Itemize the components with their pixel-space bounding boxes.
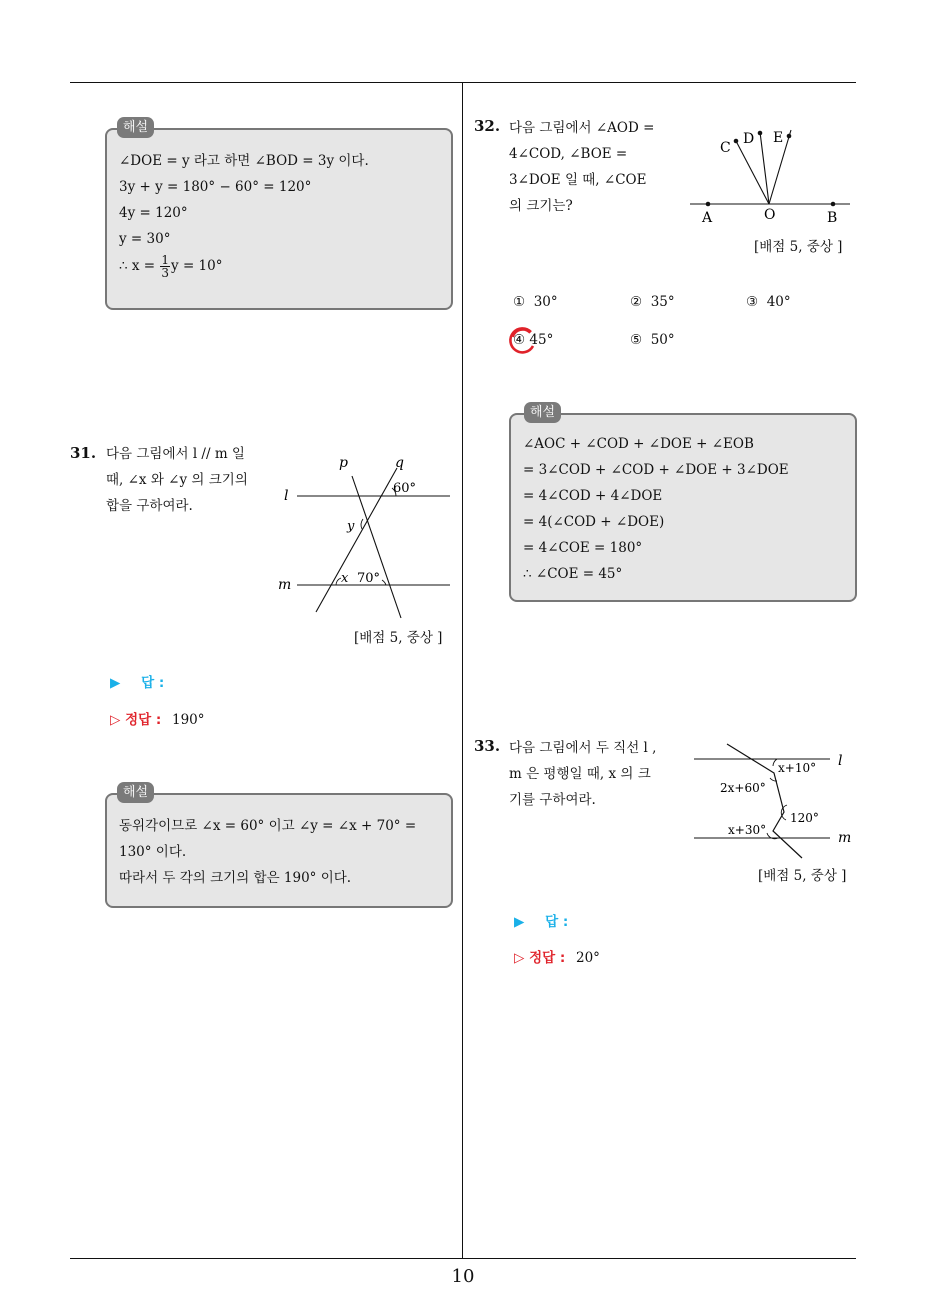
correct-label: 정답 : xyxy=(529,950,566,966)
fig-label-D: D xyxy=(743,131,755,147)
fraction: $\frac{1}{3}$ xyxy=(161,253,170,280)
play-outline-icon: ▷ xyxy=(110,712,121,728)
solution-line: 따라서 두 각의 크기의 합은 190° 이다. xyxy=(119,870,352,886)
choice-4[interactable]: ④ 45° xyxy=(513,332,554,348)
question-text-31: 다음 그림에서 l // m 일 때, ∠x 와 ∠y 의 크기의 합을 구하여라. xyxy=(106,446,248,514)
question-number-32: 32. xyxy=(474,117,501,135)
solution-box-30 xyxy=(105,128,453,310)
question-number-33: 33. xyxy=(474,737,501,755)
figure-33 xyxy=(690,738,860,860)
top-rule xyxy=(70,82,856,83)
fig-label-O: O xyxy=(764,207,776,223)
correct-row-33 xyxy=(514,946,600,966)
solution-line: = 4∠COD + 4∠DOE xyxy=(523,488,663,504)
fig-angle-120: 120° xyxy=(790,811,819,825)
question-text-32: 다음 그림에서 ∠AOD = 4∠COD, ∠BOE = 3∠DOE 일 때, ∠COE 의 크기는? xyxy=(509,120,655,214)
play-arrow-icon: ▶ xyxy=(514,914,525,930)
solution-line: 130° 이다. xyxy=(119,844,187,860)
play-arrow-icon: ▶ xyxy=(110,675,121,691)
answer-label: 답 : xyxy=(141,675,165,691)
solution-line: = 4∠COE = 180° xyxy=(523,540,643,556)
fig-label-C: C xyxy=(720,140,731,156)
fig-label-x: x xyxy=(341,571,349,586)
fig-angle-60: 60° xyxy=(393,481,417,496)
column-divider xyxy=(462,82,463,1258)
solution-text: ∴ x = xyxy=(119,258,160,274)
solution-line: y = 30° xyxy=(119,231,171,247)
answer-row-33 xyxy=(514,910,568,930)
solution-line: = 3∠COD + ∠COD + ∠DOE + 3∠DOE xyxy=(523,462,789,478)
solution-line: ∠DOE = y 라고 하면 ∠BOD = 3y 이다. xyxy=(119,153,369,169)
play-outline-icon: ▷ xyxy=(514,950,525,966)
solution-tag: 해설 xyxy=(524,402,561,423)
solution-line: 4y = 120° xyxy=(119,205,188,221)
fig-label-B: B xyxy=(827,210,838,226)
question-number-31: 31. xyxy=(70,444,97,462)
fig-angle-x30: x+30° xyxy=(728,823,767,837)
solution-box-32 xyxy=(509,413,857,602)
solution-line: ∴ ∠COE = 45° xyxy=(523,566,623,582)
correct-circle-mark xyxy=(505,324,539,358)
solution-tag: 해설 xyxy=(117,117,154,138)
choice-2[interactable]: ② 35° xyxy=(630,294,675,310)
choice-1[interactable]: ① 30° xyxy=(513,294,558,310)
score-32: [배점 5, 중상 ] xyxy=(754,239,843,255)
fig-label-m: m xyxy=(278,577,292,593)
choice-3[interactable]: ③ 40° xyxy=(746,294,791,310)
page-number: 10 xyxy=(451,1266,475,1287)
fig-label-l: l xyxy=(284,488,289,504)
bottom-rule xyxy=(70,1258,856,1259)
choice-5[interactable]: ⑤ 50° xyxy=(630,332,675,348)
fig-label-p: p xyxy=(339,455,348,471)
fig-angle-70: 70° xyxy=(357,571,381,586)
solution-line: 3y + y = 180° − 60° = 120° xyxy=(119,179,312,195)
score-33: [배점 5, 중상 ] xyxy=(758,868,847,884)
fig-label-A: A xyxy=(702,210,713,226)
answer-row-31 xyxy=(110,671,164,691)
solution-line xyxy=(119,254,222,279)
figure-31 xyxy=(275,450,460,625)
correct-value: 190° xyxy=(171,712,205,728)
fig-label-y: y xyxy=(347,519,355,534)
fig-label-q: q xyxy=(395,455,404,471)
fig-angle-2x60: 2x+60° xyxy=(720,781,766,795)
solution-line: 동위각이므로 ∠x = 60° 이고 ∠y = ∠x + 70° = xyxy=(119,818,417,834)
fig-label-E: E xyxy=(773,130,784,146)
solution-line: ∠AOC + ∠COD + ∠DOE + ∠EOB xyxy=(523,436,754,452)
correct-value: 20° xyxy=(575,950,600,966)
figure-32 xyxy=(685,120,855,230)
fig-angle-x10: x+10° xyxy=(778,761,817,775)
solution-text: y = 10° xyxy=(171,258,223,274)
score-31: [배점 5, 중상 ] xyxy=(354,630,443,646)
solution-box-31 xyxy=(105,793,453,908)
fig-label-l: l xyxy=(838,753,843,769)
question-text-33: 다음 그림에서 두 직선 l , m 은 평행일 때, x 의 크 기를 구하여라. xyxy=(509,740,657,808)
fig-label-m: m xyxy=(838,830,852,846)
correct-label: 정답 : xyxy=(125,712,162,728)
solution-line: = 4(∠COD + ∠DOE) xyxy=(523,514,665,530)
solution-tag: 해설 xyxy=(117,782,154,803)
answer-label: 답 : xyxy=(545,914,569,930)
correct-row-31 xyxy=(110,708,205,728)
